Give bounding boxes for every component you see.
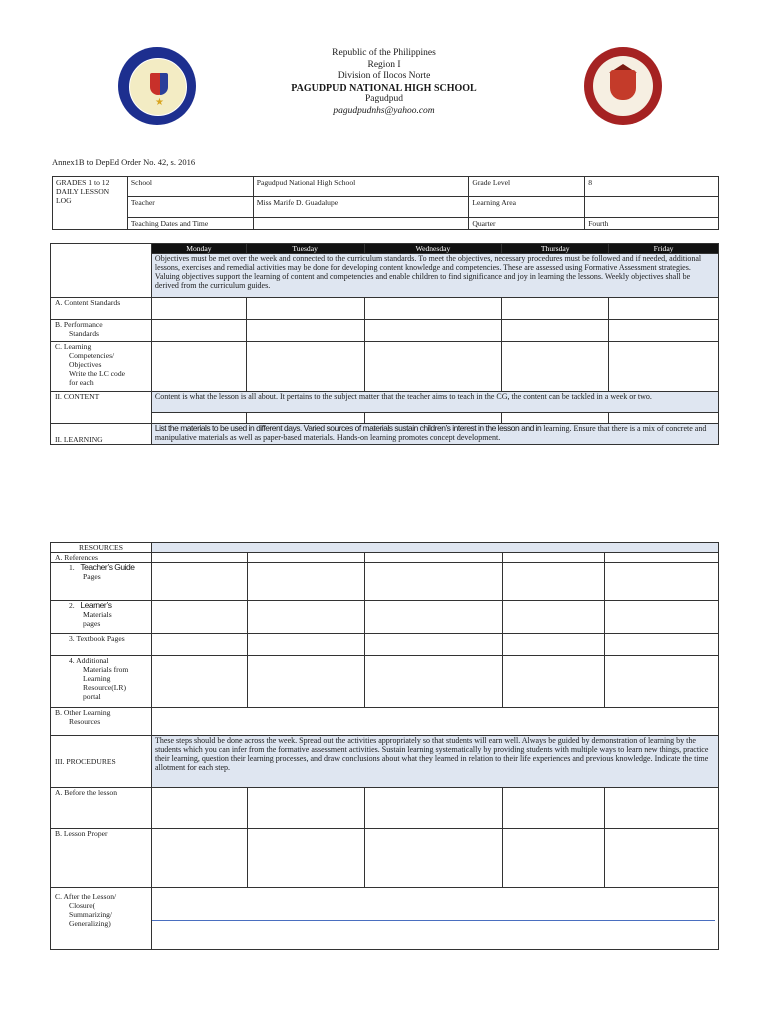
country-line: Republic of the Philippines: [332, 48, 436, 58]
item-number: 2.: [69, 601, 75, 610]
cell[interactable]: [364, 634, 503, 656]
cell[interactable]: [364, 829, 503, 888]
deped-seal-logo: ★: [118, 47, 196, 125]
label-line: C. Learning: [55, 342, 92, 351]
cell[interactable]: [151, 413, 246, 424]
cell[interactable]: [364, 563, 503, 601]
learning-description-rest: learning. Ensure that there is a mix of concrete and manipulative materials as well as paper-based materials. Hands-on learning promotes concept development.: [154, 424, 707, 442]
division-line: Division of Ilocos Norte: [337, 71, 431, 81]
grades-line: LOG: [56, 196, 72, 205]
references-label: A. References: [51, 553, 152, 563]
cell[interactable]: [246, 342, 364, 392]
school-value[interactable]: Pagudpud National High School: [253, 177, 469, 197]
area-label: Learning Area: [469, 197, 585, 218]
label-line: Standards: [69, 329, 99, 338]
day-wednesday: Wednesday: [364, 244, 502, 254]
cell[interactable]: [247, 601, 364, 634]
cell[interactable]: [605, 601, 719, 634]
town-line: Pagudpud: [365, 94, 403, 104]
cell[interactable]: [609, 320, 719, 342]
label-line: Learning: [83, 674, 111, 683]
annex-reference: Annex1B to DepEd Order No. 42, s. 2016: [52, 157, 196, 167]
day-tuesday: Tuesday: [246, 244, 364, 254]
cell[interactable]: [502, 413, 609, 424]
teacher-label: Teacher: [127, 197, 253, 218]
label-line: Closure(: [69, 901, 96, 910]
cell[interactable]: [605, 788, 719, 829]
cell[interactable]: [151, 829, 247, 888]
cell[interactable]: [364, 298, 502, 320]
day-friday: Friday: [609, 244, 719, 254]
cell[interactable]: [609, 413, 719, 424]
cell[interactable]: [609, 342, 719, 392]
cell[interactable]: [502, 298, 609, 320]
cell[interactable]: [502, 320, 609, 342]
content-description: Content is what the lesson is all about. It pertains to the subject matter that the teacher aims to teach in the CG, the content can be tackled in a week or two.: [151, 392, 718, 413]
cell[interactable]: [246, 298, 364, 320]
cell[interactable]: [503, 601, 605, 634]
label-line: Resources: [69, 717, 101, 726]
cell[interactable]: [364, 413, 502, 424]
email-line: pagudpudnhs@yahoo.com: [333, 105, 435, 116]
cell[interactable]: [503, 563, 605, 601]
procedures-description: These steps should be done across the week. Spread out the activities appropriately so that students will earn well. Always be guided by demonstration of learning by the students which you can infer from the formative assessment activities. Sustain learning systematically by providing students with multiple ways to learn new things, practice their learning, question their learning processes, and draw conclusions about what they learned in relation to their life experiences and previous knowledge. Indicate the time allotment for each step.: [151, 736, 718, 788]
before-lesson-label: A. Before the lesson: [51, 788, 152, 829]
cell[interactable]: [247, 829, 364, 888]
cell[interactable]: [503, 553, 605, 563]
region-line: Region I: [367, 59, 401, 70]
teacher-value[interactable]: Miss Marife D. Guadalupe: [253, 197, 469, 218]
area-value[interactable]: [585, 197, 719, 218]
cell[interactable]: [605, 656, 719, 708]
item-title: Teacher’s Guide: [80, 562, 135, 572]
label-line: Materials: [83, 610, 112, 619]
blank-corner: [51, 244, 152, 298]
cell[interactable]: [503, 788, 605, 829]
cell[interactable]: [503, 829, 605, 888]
grades-line: DAILY LESSON: [56, 187, 110, 196]
resources-table: [50, 542, 719, 950]
learning-description: [151, 424, 718, 445]
cell[interactable]: [151, 708, 718, 736]
textbook-pages-label: 3. Textbook Pages: [51, 634, 152, 656]
cell[interactable]: [151, 601, 247, 634]
cell[interactable]: [364, 320, 502, 342]
dates-value[interactable]: [253, 218, 469, 230]
label-line: Pages: [83, 572, 101, 581]
resources-label: RESOURCES: [51, 543, 152, 553]
cell[interactable]: [364, 601, 503, 634]
cell[interactable]: [246, 320, 364, 342]
content-label: II. CONTENT: [51, 392, 152, 424]
cell[interactable]: [247, 656, 364, 708]
learning-label: II. LEARNING: [51, 424, 152, 445]
dates-label: Teaching Dates and Time: [127, 218, 253, 230]
label-line: Write the LC code: [69, 369, 125, 378]
cell[interactable]: [503, 634, 605, 656]
grades-cell: [53, 177, 128, 230]
cell[interactable]: [364, 656, 503, 708]
after-lesson-label: [51, 888, 152, 950]
cell[interactable]: [364, 553, 503, 563]
objectives-description: Objectives must be met over the week and connected to the curriculum standards. To meet the objectives, necessary procedures must be followed and if needed, additional lessons, exercises and remedial activities may be done for developing content knowledge and competencies. These are assessed using Formative Assessment strategies. Valuing objectives support the learning of content and competencies and enable children to find significance and joy in learning the lessons. Weekly objectives shall be derived from the curriculum guides.: [151, 254, 718, 298]
learners-materials-label: [51, 601, 152, 634]
label-line: B. Performance: [55, 320, 103, 329]
label-line: pages: [83, 619, 101, 628]
objectives-table: [50, 243, 719, 445]
day-thursday: Thursday: [502, 244, 609, 254]
cell[interactable]: [247, 563, 364, 601]
label-line: Resource(LR): [83, 683, 127, 692]
content-standards-label: A. Content Standards: [51, 298, 152, 320]
cell[interactable]: [247, 788, 364, 829]
cell[interactable]: [151, 320, 246, 342]
cell[interactable]: [364, 788, 503, 829]
cell[interactable]: [605, 634, 719, 656]
lesson-proper-label: B. Lesson Proper: [51, 829, 152, 888]
letterhead: [0, 48, 768, 117]
item-number: 1.: [69, 563, 75, 572]
label-line: for each: [69, 378, 94, 387]
school-label: School: [127, 177, 253, 197]
cell[interactable]: [609, 298, 719, 320]
divider-line: [152, 920, 715, 921]
cell[interactable]: [247, 634, 364, 656]
procedures-label: III. PROCEDURES: [51, 736, 152, 788]
cell[interactable]: [151, 788, 247, 829]
other-resources-label: [51, 708, 152, 736]
cell[interactable]: [605, 829, 719, 888]
learning-description-emphasis: List the materials to be used in different days. Varied sources of materials sustain children’s interest in the lesson and in: [154, 423, 542, 433]
grade-label: Grade Level: [469, 177, 585, 197]
label-line: Objectives: [69, 360, 102, 369]
cell[interactable]: [151, 563, 247, 601]
label-line: Generalizing): [69, 919, 111, 928]
quarter-label: Quarter: [469, 218, 585, 230]
performance-standards-label: [51, 320, 152, 342]
cell[interactable]: [605, 553, 719, 563]
label-line: Materials from: [83, 665, 129, 674]
cell[interactable]: [502, 342, 609, 392]
label-line: C. After the Lesson/: [55, 892, 117, 901]
learning-competencies-label: [51, 342, 152, 392]
resources-band: [151, 543, 718, 553]
cell[interactable]: [503, 656, 605, 708]
day-monday: Monday: [151, 244, 246, 254]
info-table: [52, 176, 719, 230]
label-line: Summarizing/: [69, 910, 113, 919]
cell[interactable]: [364, 342, 502, 392]
cell[interactable]: [151, 634, 247, 656]
label-line: B. Other Learning: [55, 708, 111, 717]
grades-line: GRADES 1 to 12: [56, 178, 110, 187]
cell[interactable]: [246, 413, 364, 424]
cell[interactable]: [151, 342, 246, 392]
label-line: 4. Additional: [69, 656, 109, 665]
cell[interactable]: [151, 298, 246, 320]
school-name: PAGUDPUD NATIONAL HIGH SCHOOL: [291, 82, 477, 94]
after-lesson-cell[interactable]: [151, 888, 718, 950]
item-title: Learner’s: [80, 600, 112, 610]
cell[interactable]: [247, 553, 364, 563]
cell[interactable]: [605, 563, 719, 601]
quarter-value[interactable]: Fourth: [585, 218, 719, 230]
label-line: Competencies/: [69, 351, 115, 360]
label-line: portal: [83, 692, 101, 701]
cell[interactable]: [151, 553, 247, 563]
teachers-guide-label: [51, 563, 152, 601]
additional-materials-label: [51, 656, 152, 708]
cell[interactable]: [151, 656, 247, 708]
grade-value[interactable]: 8: [585, 177, 719, 197]
